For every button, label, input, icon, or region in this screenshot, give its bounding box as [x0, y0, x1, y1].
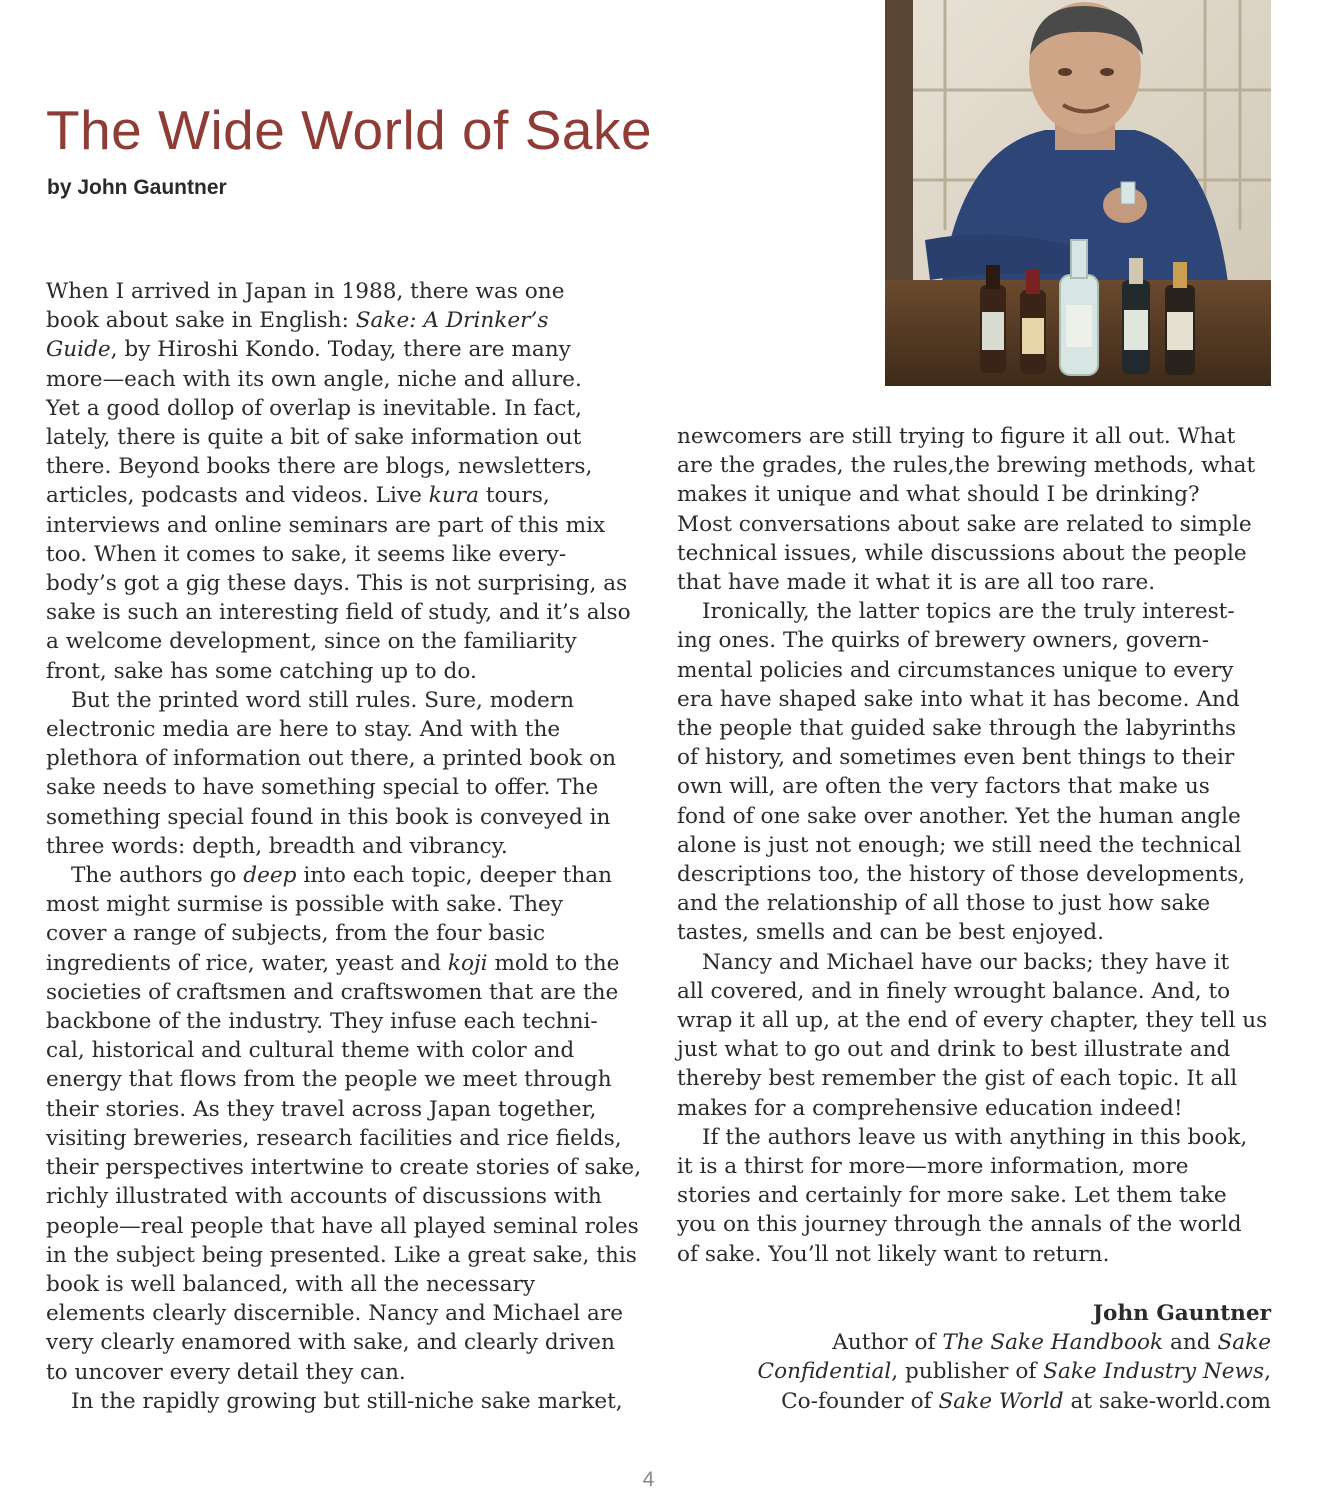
- text-line: [677, 889, 1273, 918]
- text-line: [46, 744, 644, 773]
- text-line: [46, 1387, 644, 1416]
- text-segment: , publisher of: [891, 1359, 1044, 1385]
- text-line: [677, 948, 1273, 977]
- italic-text: The Sake Handbook: [942, 1330, 1164, 1356]
- text-segment: thereby best remember the gist of each topic. It all: [677, 1066, 1238, 1092]
- text-line: [677, 714, 1273, 743]
- text-line: [46, 773, 644, 802]
- text-line: [677, 1123, 1273, 1152]
- text-line: [677, 1064, 1273, 1093]
- italic-text: Guide: [46, 337, 111, 363]
- text-line: [677, 1210, 1273, 1239]
- text-segment: cal, historical and cultural theme with color and: [46, 1038, 575, 1064]
- signature-credits: [758, 1328, 1271, 1416]
- italic-text: koji: [447, 950, 488, 976]
- text-line: [677, 510, 1273, 539]
- text-segment: a welcome development, since on the familiarity: [46, 629, 577, 655]
- text-line: [46, 511, 644, 540]
- text-line: [677, 743, 1273, 772]
- text-segment: own will, are often the very factors that make us: [677, 774, 1210, 800]
- text-line: [677, 1094, 1273, 1123]
- text-segment: , by Hiroshi Kondo. Today, there are many: [110, 337, 571, 363]
- text-line: [46, 1328, 644, 1357]
- text-segment: alone is just not enough; we still need the technical: [677, 832, 1242, 858]
- article-column-left: [46, 277, 644, 1416]
- text-line: [677, 539, 1273, 568]
- text-segment: descriptions too, the history of those developments,: [677, 862, 1246, 888]
- text-segment: cover a range of subjects, from the four basic: [46, 921, 546, 947]
- text-segment: and the relationship of all those to just how sake: [677, 891, 1211, 917]
- text-line: [677, 918, 1273, 947]
- text-line: [677, 831, 1273, 860]
- signature-line: [758, 1328, 1271, 1357]
- text-segment: articles, podcasts and videos. Live: [46, 483, 429, 509]
- text-segment: ingredients of rice, water, yeast and: [46, 950, 448, 976]
- text-line: [677, 685, 1273, 714]
- text-segment: The authors go: [71, 863, 244, 889]
- text-line: [677, 1240, 1273, 1269]
- text-line: [46, 1299, 644, 1328]
- text-line: [46, 452, 644, 481]
- text-segment: When I arrived in Japan in 1988, there was one: [46, 279, 565, 304]
- text-line: [677, 1035, 1273, 1064]
- text-segment: it is a thirst for more—more information, more: [677, 1154, 1189, 1180]
- text-line: [46, 598, 644, 627]
- text-segment: fond of one sake over another. Yet the human angle: [677, 803, 1241, 829]
- article-title: The Wide World of Sake: [46, 99, 653, 161]
- text-line: [46, 394, 644, 423]
- signature-line: [758, 1387, 1271, 1416]
- text-line: [46, 949, 644, 978]
- text-segment: societies of craftsmen and craftswomen that are the: [46, 979, 619, 1005]
- text-line: [677, 1006, 1273, 1035]
- text-segment: If the authors leave us with anything in this book,: [702, 1124, 1248, 1150]
- text-segment: sake needs to have something special to offer. The: [46, 775, 599, 801]
- text-line: [46, 1241, 644, 1270]
- text-segment: richly illustrated with accounts of discussions with: [46, 1184, 602, 1210]
- text-line: [677, 1152, 1273, 1181]
- text-line: [46, 1124, 644, 1153]
- text-segment: mold to the: [487, 950, 620, 976]
- italic-text: Confidential: [757, 1359, 892, 1385]
- text-segment: the people that guided sake through the labyrinths: [677, 716, 1237, 742]
- text-segment: of history, and sometimes even bent things to their: [677, 745, 1235, 771]
- text-line: [46, 365, 644, 394]
- text-line: [677, 451, 1273, 480]
- text-segment: all covered, and in finely wrought balance. And, to: [677, 978, 1231, 1004]
- text-segment: most might surmise is possible with sake. They: [46, 892, 563, 918]
- italic-text: Sake: A Drinker’s: [355, 308, 549, 334]
- text-segment: ,: [1264, 1359, 1271, 1385]
- text-segment: makes for a comprehensive education indeed!: [677, 1095, 1183, 1121]
- text-line: [46, 540, 644, 569]
- text-segment: more—each with its own angle, niche and allure.: [46, 366, 582, 392]
- italic-text: Sake World: [938, 1388, 1064, 1414]
- text-line: [46, 978, 644, 1007]
- text-segment: ing ones. The quirks of brewery owners, govern-: [677, 628, 1209, 654]
- text-line: [46, 1358, 644, 1387]
- text-segment: book is well balanced, with all the necessary: [46, 1271, 536, 1297]
- author-photo-image: [885, 0, 1271, 386]
- text-line: [46, 306, 644, 335]
- text-segment: something special found in this book is conveyed in: [46, 804, 611, 830]
- page-number: 4: [642, 1468, 655, 1491]
- text-line: [46, 1182, 644, 1211]
- text-segment: In the rapidly growing but still-niche sake market,: [71, 1388, 623, 1414]
- text-segment: plethora of information out there, a printed book on: [46, 746, 617, 772]
- text-line: [46, 686, 644, 715]
- article-byline: by John Gauntner: [47, 176, 227, 199]
- text-segment: visiting breweries, research facilities and rice fields,: [46, 1125, 622, 1151]
- text-segment: sake is such an interesting field of study, and it’s also: [46, 600, 631, 626]
- text-segment: But the printed word still rules. Sure, modern: [71, 687, 575, 713]
- text-segment: interviews and online seminars are part of this mix: [46, 512, 606, 538]
- text-segment: people—real people that have all played seminal roles: [46, 1213, 639, 1239]
- text-segment: just what to go out and drink to best illustrate and: [677, 1037, 1231, 1063]
- text-segment: of sake. You’ll not likely want to return.: [677, 1241, 1110, 1267]
- italic-text: deep: [243, 863, 297, 889]
- text-segment: book about sake in English:: [46, 308, 356, 334]
- text-segment: there. Beyond books there are blogs, newsletters,: [46, 454, 593, 480]
- text-segment: Yet a good dollop of overlap is inevitable. In fact,: [46, 395, 583, 421]
- text-segment: makes it unique and what should I be drinking?: [677, 482, 1200, 508]
- text-line: [46, 919, 644, 948]
- text-line: [677, 1181, 1273, 1210]
- text-segment: very clearly enamored with sake, and clearly driven: [46, 1330, 615, 1356]
- text-line: [46, 1212, 644, 1241]
- text-segment: wrap it all up, at the end of every chapter, they tell us: [677, 1008, 1268, 1034]
- text-line: [46, 481, 644, 510]
- text-segment: their perspectives intertwine to create stories of sake,: [46, 1155, 642, 1181]
- text-segment: their stories. As they travel across Japan together,: [46, 1096, 597, 1122]
- text-segment: energy that flows from the people we meet through: [46, 1067, 612, 1093]
- text-segment: stories and certainly for more sake. Let them take: [677, 1183, 1227, 1209]
- text-segment: and: [1163, 1330, 1218, 1356]
- text-segment: too. When it comes to sake, it seems like every-: [46, 541, 567, 567]
- text-segment: that have made it what it is are all too rare.: [677, 570, 1156, 596]
- text-line: [677, 656, 1273, 685]
- text-segment: to uncover every detail they can.: [46, 1359, 406, 1385]
- signature-line: [758, 1357, 1271, 1386]
- author-signature: [758, 1299, 1271, 1416]
- text-segment: tours,: [478, 483, 550, 509]
- text-segment: Co-founder of: [781, 1388, 939, 1414]
- text-line: [677, 422, 1273, 451]
- text-line: [46, 1095, 644, 1124]
- text-line: [46, 1270, 644, 1299]
- text-segment: tastes, smells and can be best enjoyed.: [677, 920, 1104, 946]
- text-line: [677, 480, 1273, 509]
- text-segment: into each topic, deeper than: [296, 863, 613, 889]
- text-line: [46, 657, 644, 686]
- text-segment: are the grades, the rules,the brewing methods, what: [677, 453, 1256, 479]
- text-line: [46, 335, 644, 364]
- text-segment: newcomers are still trying to figure it all out. What: [677, 424, 1236, 449]
- text-segment: era have shaped sake into what it has become. And: [677, 686, 1240, 712]
- text-segment: Author of: [832, 1330, 943, 1356]
- text-line: [46, 1007, 644, 1036]
- text-segment: Ironically, the latter topics are the truly interest-: [702, 599, 1235, 625]
- text-segment: body’s got a gig these days. This is not surprising, as: [46, 571, 628, 597]
- text-line: [46, 569, 644, 598]
- text-segment: technical issues, while discussions about the people: [677, 540, 1247, 566]
- text-segment: backbone of the industry. They infuse each techni-: [46, 1009, 598, 1035]
- text-segment: Most conversations about sake are related to simple: [677, 511, 1252, 537]
- text-line: [46, 1065, 644, 1094]
- text-line: [46, 803, 644, 832]
- text-segment: elements clearly discernible. Nancy and Michael are: [46, 1301, 623, 1327]
- text-line: [46, 423, 644, 452]
- italic-text: Sake Industry News: [1043, 1359, 1265, 1385]
- text-segment: at sake-world.com: [1063, 1388, 1271, 1414]
- text-line: [677, 568, 1273, 597]
- text-line: [677, 977, 1273, 1006]
- text-line: [677, 860, 1273, 889]
- text-line: [46, 832, 644, 861]
- text-segment: mental policies and circumstances unique to every: [677, 657, 1234, 683]
- text-segment: Nancy and Michael have our backs; they have it: [702, 949, 1230, 975]
- text-segment: you on this journey through the annals of the world: [677, 1212, 1242, 1238]
- text-line: [46, 890, 644, 919]
- text-line: [46, 627, 644, 656]
- text-line: [46, 1153, 644, 1182]
- article-column-right: [677, 422, 1273, 1269]
- italic-text: Sake: [1217, 1330, 1271, 1356]
- text-line: [46, 861, 644, 890]
- text-segment: lately, there is quite a bit of sake information out: [46, 425, 582, 451]
- text-line: [46, 277, 644, 306]
- text-line: [677, 597, 1273, 626]
- author-photo: [885, 0, 1271, 386]
- text-segment: front, sake has some catching up to do.: [46, 658, 477, 684]
- text-line: [677, 772, 1273, 801]
- text-segment: in the subject being presented. Like a great sake, this: [46, 1242, 637, 1268]
- text-line: [677, 626, 1273, 655]
- text-line: [46, 715, 644, 744]
- signature-name: John Gauntner: [1092, 1301, 1271, 1326]
- text-line: [46, 1036, 644, 1065]
- text-line: [677, 802, 1273, 831]
- text-segment: three words: depth, breadth and vibrancy.: [46, 833, 508, 859]
- text-segment: electronic media are here to stay. And with the: [46, 717, 561, 743]
- italic-text: kura: [428, 483, 479, 509]
